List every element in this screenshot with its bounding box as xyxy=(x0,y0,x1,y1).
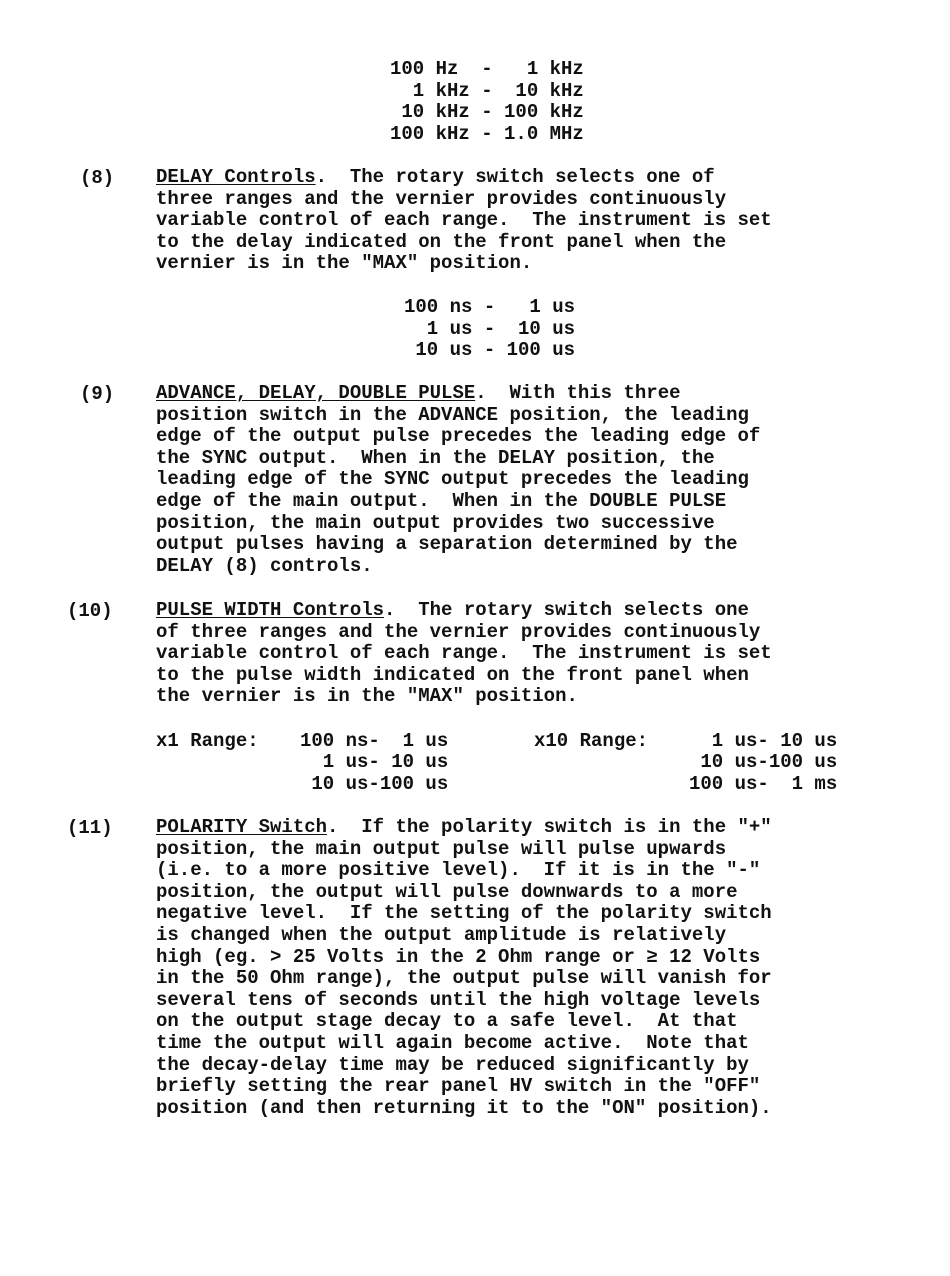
item-line: negative level. If the setting of the polarity switch xyxy=(156,902,772,925)
item-heading: ADVANCE, DELAY, DOUBLE PULSE xyxy=(156,382,476,404)
delay-range-row: 10 us - 100 us xyxy=(404,339,576,361)
item-line: variable control of each range. The instrument is set xyxy=(156,209,772,232)
x1-range-row: 10 us-100 us xyxy=(300,773,449,795)
item-number: (11) xyxy=(67,817,113,839)
item-line: edge of the main output. When in the DOUBLE PULSE xyxy=(156,489,727,512)
x10-range-label: x10 Range: xyxy=(534,730,649,752)
item-line: vernier is in the "MAX" position. xyxy=(156,252,533,275)
item-line: to the delay indicated on the front panel when the xyxy=(156,230,727,253)
item-heading: DELAY Controls xyxy=(156,166,316,188)
delay-range-row: 100 ns - 1 us xyxy=(404,296,576,318)
item-line: position, the output will pulse downwards to a more xyxy=(156,880,738,903)
item-line: three ranges and the vernier provides continuously xyxy=(156,187,727,210)
item-line: several tens of seconds until the high voltage levels xyxy=(156,988,761,1011)
item-number: (9) xyxy=(80,383,115,405)
item-line: . The rotary switch selects one xyxy=(384,599,749,621)
item-line: output pulses having a separation determined by the xyxy=(156,533,738,556)
item-line: the vernier is in the "MAX" position. xyxy=(156,685,578,708)
item-heading: PULSE WIDTH Controls xyxy=(156,599,385,621)
item-body xyxy=(156,167,772,275)
item-line: position, the main output pulse will pulse upwards xyxy=(156,837,727,860)
item-line: the decay-delay time may be reduced significantly by xyxy=(156,1053,749,1076)
item-body xyxy=(156,383,760,577)
item-line: edge of the output pulse precedes the leading edge of xyxy=(156,425,761,448)
item-line: position (and then returning it to the "ON" position). xyxy=(156,1096,772,1119)
item-line: is changed when the output amplitude is relatively xyxy=(156,923,727,946)
item-line: variable control of each range. The instrument is set xyxy=(156,642,772,665)
x10-range-row: 100 us- 1 ms xyxy=(689,773,838,795)
item-line: on the output stage decay to a safe level. At that xyxy=(156,1010,738,1033)
item-line: DELAY (8) controls. xyxy=(156,554,373,577)
item-body xyxy=(156,600,772,708)
item-line: of three ranges and the vernier provides continuously xyxy=(156,620,761,643)
x1-range-label: x1 Range: xyxy=(156,730,259,752)
item-body xyxy=(156,817,772,1119)
item-line: to the pulse width indicated on the front panel when xyxy=(156,663,749,686)
frequency-row: 10 kHz - 100 kHz xyxy=(390,101,584,123)
item-line: . The rotary switch selects one of xyxy=(315,166,715,188)
x10-range-row: 1 us- 10 us xyxy=(689,730,838,752)
frequency-row: 1 kHz - 10 kHz xyxy=(390,80,584,102)
delay-range-row: 1 us - 10 us xyxy=(404,318,576,340)
frequency-row: 100 kHz - 1.0 MHz xyxy=(390,123,584,145)
item-line: the SYNC output. When in the DELAY position, the xyxy=(156,446,715,469)
item-line: (i.e. to a more positive level). If it is in the "-" xyxy=(156,859,761,882)
item-line: briefly setting the rear panel HV switch in the "OFF" xyxy=(156,1075,761,1098)
item-line: . With this three xyxy=(475,382,681,404)
item-line: position, the main output provides two successive xyxy=(156,511,715,534)
x1-range-row: 1 us- 10 us xyxy=(300,751,449,773)
x1-range-row: 100 ns- 1 us xyxy=(300,730,449,752)
item-line: leading edge of the SYNC output precedes the leading xyxy=(156,468,749,491)
item-number: (10) xyxy=(67,600,113,622)
item-line: . If the polarity switch is in the "+" xyxy=(327,816,772,838)
item-heading: POLARITY Switch xyxy=(156,816,328,838)
frequency-row: 100 Hz - 1 kHz xyxy=(390,58,584,80)
item-line: position switch in the ADVANCE position, the leading xyxy=(156,403,749,426)
item-line: high (eg. > 25 Volts in the 2 Ohm range or ≥ 12 Volts xyxy=(156,945,761,968)
item-line: time the output will again become active. Note that xyxy=(156,1031,749,1054)
item-number: (8) xyxy=(80,167,115,189)
x10-range-row: 10 us-100 us xyxy=(689,751,838,773)
item-line: in the 50 Ohm range), the output pulse will vanish for xyxy=(156,967,772,990)
